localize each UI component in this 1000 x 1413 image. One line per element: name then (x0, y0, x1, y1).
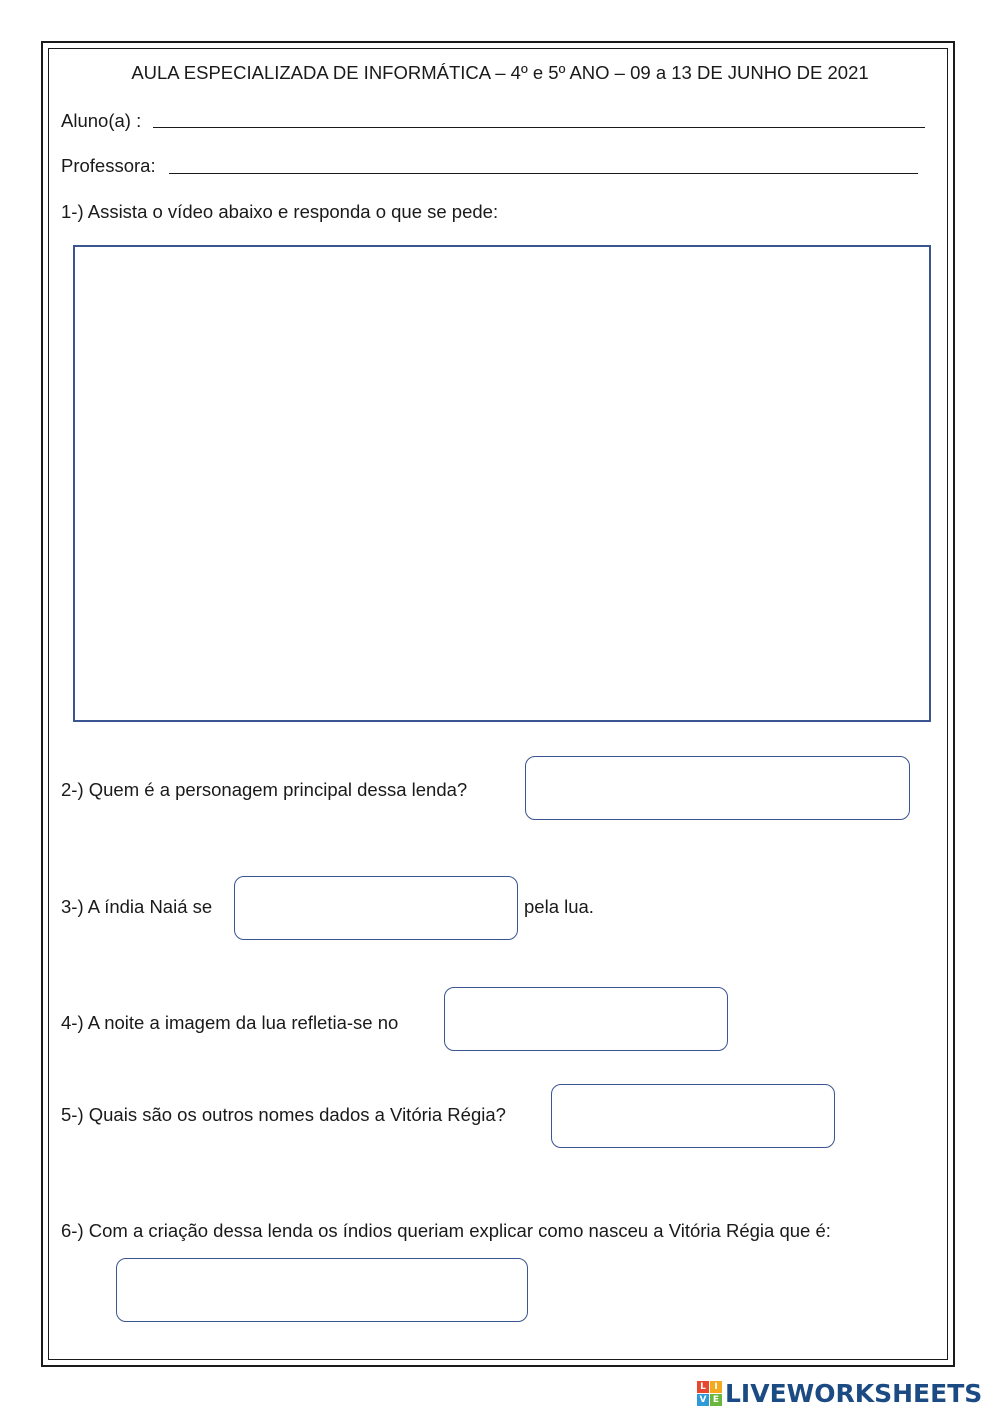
question-6-text: 6-) Com a criação dessa lenda os índios queriam explicar como nasceu a Vitória Régia que é: (61, 1220, 831, 1241)
teacher-label: Professora: (61, 155, 156, 176)
question-3-text-before: 3-) A índia Naiá se (61, 896, 213, 917)
logo-letter-l: L (697, 1381, 709, 1393)
question-1-text: 1-) Assista o vídeo abaixo e responda o que se pede: (61, 201, 499, 222)
liveworksheets-logo (697, 1379, 982, 1407)
question-3-text-after: pela lua. (524, 896, 594, 917)
liveworksheets-logo-icon (697, 1381, 722, 1406)
logo-letter-v: V (697, 1394, 709, 1406)
student-name-line[interactable] (153, 127, 925, 128)
answer-3-input[interactable] (234, 876, 518, 940)
answer-5-input[interactable] (551, 1084, 835, 1148)
liveworksheets-logo-text: LIVEWORKSHEETS (725, 1378, 983, 1408)
question-2-text: 2-) Quem é a personagem principal dessa lenda? (61, 779, 468, 800)
answer-4-input[interactable] (444, 987, 728, 1051)
question-5-text: 5-) Quais são os outros nomes dados a Vitória Régia? (61, 1104, 506, 1125)
teacher-name-line[interactable] (169, 173, 918, 174)
answer-6-input[interactable] (116, 1258, 528, 1322)
student-label: Aluno(a) : (61, 110, 142, 131)
logo-letter-i: I (710, 1381, 722, 1393)
answer-2-input[interactable] (525, 756, 910, 820)
question-4-text: 4-) A noite a imagem da lua refletia-se no (61, 1012, 399, 1033)
video-embed[interactable] (73, 245, 931, 722)
worksheet-title: AULA ESPECIALIZADA DE INFORMÁTICA – 4º e 5º ANO – 09 a 13 DE JUNHO DE 2021 (131, 62, 869, 83)
logo-letter-e: E (710, 1394, 722, 1406)
